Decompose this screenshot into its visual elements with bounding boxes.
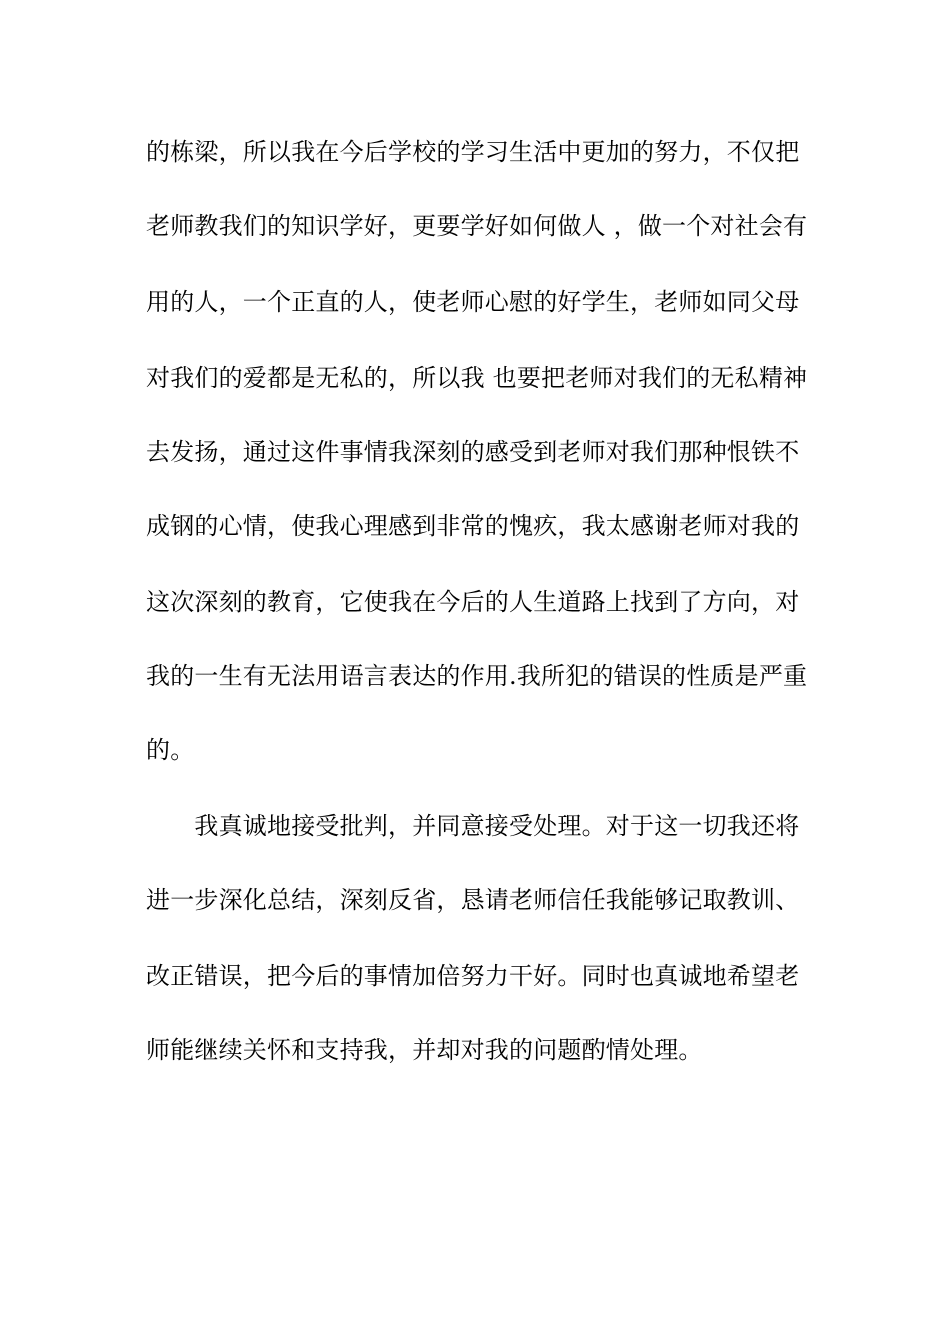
text-line: 我真诚地接受批判，并同意接受处理。对于这一切我还将	[146, 812, 800, 840]
text-line: 的栋梁，所以我在今后学校的学习生活中更加的努力，不仅把	[146, 138, 800, 166]
text-line: 对我们的爱都是无私的，所以我 也要把老师对我们的无私精神	[146, 364, 808, 392]
text-line: 这次深刻的教育，它使我在今后的人生道路上找到了方向，对	[146, 588, 800, 616]
text-line: 改正错误，把今后的事情加倍努力干好。同时也真诚地希望老	[146, 962, 800, 990]
text-line: 用的人，一个正直的人，使老师心慰的好学生，老师如同父母	[146, 288, 800, 316]
text-line: 我的一生有无法用语言表达的作用.我所犯的错误的性质是严重	[146, 662, 808, 690]
text-line: 的。	[146, 736, 195, 764]
text-line: 去发扬，通过这件事情我深刻的感受到老师对我们那种恨铁不	[146, 438, 800, 466]
text-line: 老师教我们的知识学好，更要学好如何做人 ，做一个对社会有	[146, 212, 808, 240]
text-line: 成钢的心情，使我心理感到非常的愧疚，我太感谢老师对我的	[146, 512, 800, 540]
text-line: 师能继续关怀和支持我，并却对我的问题酌情处理。	[146, 1036, 703, 1064]
text-line: 进一步深化总结，深刻反省，恳请老师信任我能够记取教训、	[146, 886, 800, 914]
